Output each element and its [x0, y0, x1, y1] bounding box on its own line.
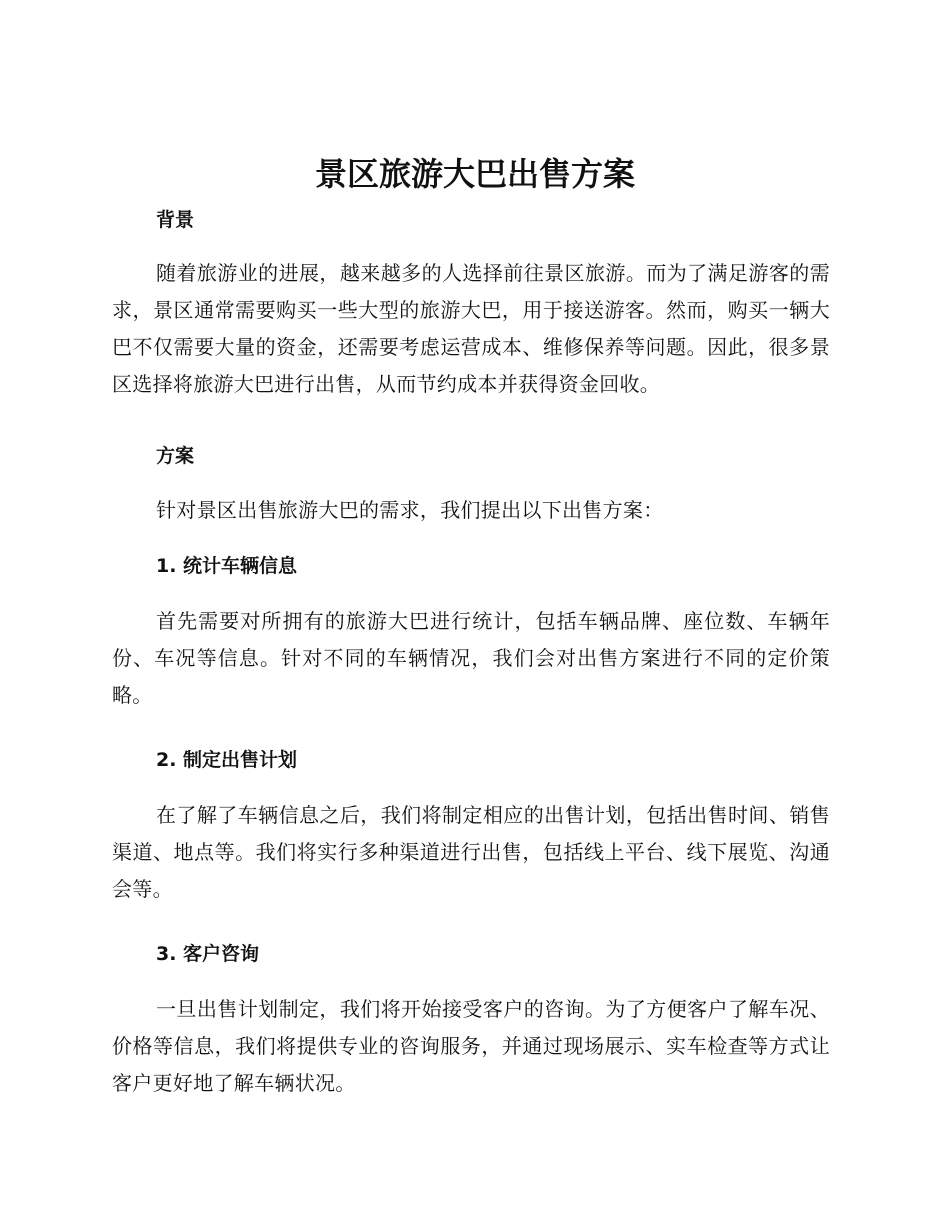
- section-heading-background: 背景: [156, 209, 195, 231]
- section-heading-customer-consult: 3. 客户咨询: [156, 943, 260, 965]
- section-heading-vehicle-info: 1. 统计车辆信息: [156, 555, 298, 577]
- section-paragraph-customer-consult: 一旦出售计划制定，我们将开始接受客户的咨询。为了方便客户了解车况、价格等信息，我们将提供专业的咨询服务，并通过现场展示、实车检查等方式让客户更好地了解车辆状况。: [112, 997, 830, 1095]
- section-paragraph-vehicle-info: 首先需要对所拥有的旅游大巴进行统计，包括车辆品牌、座位数、车辆年份、车况等信息。针对不同的车辆情况，我们会对出售方案进行不同的定价策略。: [112, 609, 830, 707]
- section-heading-plan: 方案: [156, 445, 195, 467]
- section-heading-sales-plan: 2. 制定出售计划: [156, 749, 298, 771]
- section-paragraph-plan: 针对景区出售旅游大巴的需求，我们提出以下出售方案：: [156, 498, 664, 522]
- section-paragraph-sales-plan: 在了解了车辆信息之后，我们将制定相应的出售计划，包括出售时间、销售渠道、地点等。我们将实行多种渠道进行出售，包括线上平台、线下展览、沟通会等。: [112, 803, 830, 901]
- section-paragraph-background: 随着旅游业的进展，越来越多的人选择前往景区旅游。而为了满足游客的需求，景区通常需要购买一些大型的旅游大巴，用于接送游客。然而，购买一辆大巴不仅需要大量的资金，还需要考虑运营成本、维修保养等问题。因此，很多景区选择将旅游大巴进行出售，从而节约成本并获得资金回收。: [112, 261, 830, 396]
- document-title: 景区旅游大巴出售方案: [314, 155, 635, 193]
